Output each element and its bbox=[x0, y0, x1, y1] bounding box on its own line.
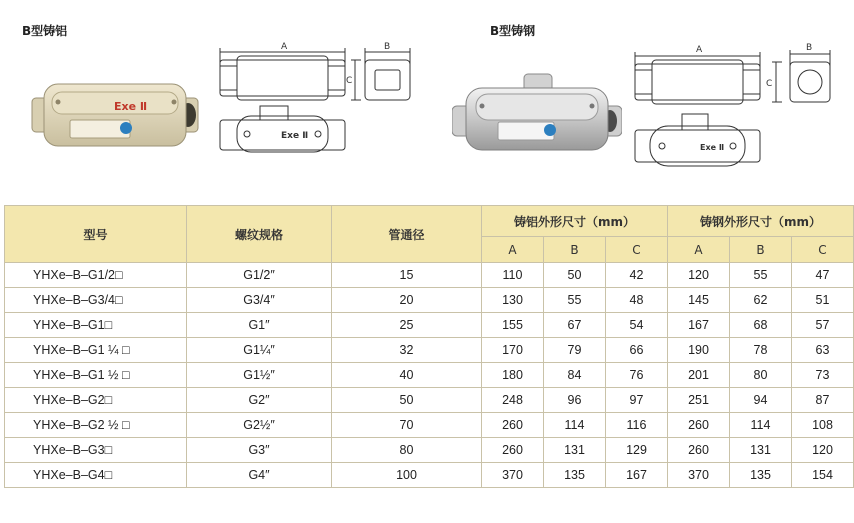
thread-cell: G3″ bbox=[187, 438, 332, 463]
thread-cell: G2½″ bbox=[187, 413, 332, 438]
aluminum-a-cell: 370 bbox=[482, 463, 544, 488]
model-cell: YHXe–B–G1 ¼ □ bbox=[5, 338, 187, 363]
steel-top-nameplate: Exe Ⅱ bbox=[700, 143, 725, 152]
pipe-cell: 15 bbox=[332, 263, 482, 288]
thread-cell: G1½″ bbox=[187, 363, 332, 388]
steel-b-cell: 131 bbox=[730, 438, 792, 463]
table-row bbox=[5, 388, 854, 413]
aluminum-c-cell: 167 bbox=[606, 463, 668, 488]
steel-dimension-drawing bbox=[630, 38, 845, 178]
model-cell: YHXe–B–G2 ½ □ bbox=[5, 413, 187, 438]
table-row bbox=[5, 313, 854, 338]
thread-cell: G2″ bbox=[187, 388, 332, 413]
steel-c-cell: 120 bbox=[792, 438, 854, 463]
aluminum-a-cell: 260 bbox=[482, 438, 544, 463]
aluminum-b-cell: 79 bbox=[544, 338, 606, 363]
steel-b-cell: 114 bbox=[730, 413, 792, 438]
table-row bbox=[5, 288, 854, 313]
steel-c-cell: 63 bbox=[792, 338, 854, 363]
steel-a-cell: 120 bbox=[668, 263, 730, 288]
pipe-cell: 100 bbox=[332, 463, 482, 488]
model-cell: YHXe–B–G2□ bbox=[5, 388, 187, 413]
aluminum-top-nameplate: Exe Ⅱ bbox=[281, 131, 309, 141]
aluminum-dimension-drawing bbox=[215, 38, 430, 153]
aluminum-c-cell: 76 bbox=[606, 363, 668, 388]
aluminum-section-title: B型铸铝 bbox=[22, 24, 68, 38]
header-al-a: A bbox=[482, 237, 544, 263]
pipe-cell: 50 bbox=[332, 388, 482, 413]
model-cell: YHXe–B–G3□ bbox=[5, 438, 187, 463]
aluminum-a-cell: 110 bbox=[482, 263, 544, 288]
aluminum-b-cell: 131 bbox=[544, 438, 606, 463]
steel-label-c: C bbox=[766, 79, 773, 89]
steel-a-cell: 370 bbox=[668, 463, 730, 488]
table-row bbox=[5, 363, 854, 388]
pipe-cell: 40 bbox=[332, 363, 482, 388]
aluminum-c-cell: 97 bbox=[606, 388, 668, 413]
table-row bbox=[5, 263, 854, 288]
aluminum-a-cell: 130 bbox=[482, 288, 544, 313]
aluminum-c-cell: 48 bbox=[606, 288, 668, 313]
thread-cell: G3/4″ bbox=[187, 288, 332, 313]
header-al-b: B bbox=[544, 237, 606, 263]
header-row bbox=[5, 206, 854, 237]
steel-a-cell: 190 bbox=[668, 338, 730, 363]
thread-cell: G1″ bbox=[187, 313, 332, 338]
aluminum-a-cell: 260 bbox=[482, 413, 544, 438]
steel-box-photo bbox=[452, 72, 622, 162]
aluminum-b-cell: 55 bbox=[544, 288, 606, 313]
thread-cell: G1¼″ bbox=[187, 338, 332, 363]
thread-cell: G1/2″ bbox=[187, 263, 332, 288]
aluminum-b-cell: 135 bbox=[544, 463, 606, 488]
header-aluminum-group: 铸铝外形尺寸（mm） bbox=[482, 206, 668, 237]
thread-cell: G4″ bbox=[187, 463, 332, 488]
aluminum-c-cell: 116 bbox=[606, 413, 668, 438]
header-al-c: C bbox=[606, 237, 668, 263]
steel-section-title: B型铸钢 bbox=[490, 24, 536, 38]
header-st-b: B bbox=[730, 237, 792, 263]
header-pipe: 管通径 bbox=[332, 206, 482, 263]
steel-b-cell: 78 bbox=[730, 338, 792, 363]
pipe-cell: 32 bbox=[332, 338, 482, 363]
aluminum-a-cell: 155 bbox=[482, 313, 544, 338]
aluminum-c-cell: 54 bbox=[606, 313, 668, 338]
aluminum-c-cell: 66 bbox=[606, 338, 668, 363]
header-steel-group: 铸钢外形尺寸（mm） bbox=[668, 206, 854, 237]
table-body bbox=[5, 263, 854, 488]
pipe-cell: 80 bbox=[332, 438, 482, 463]
aluminum-c-cell: 129 bbox=[606, 438, 668, 463]
table-row bbox=[5, 438, 854, 463]
table-row bbox=[5, 338, 854, 363]
table-row bbox=[5, 413, 854, 438]
header-model: 型号 bbox=[5, 206, 187, 263]
steel-c-cell: 51 bbox=[792, 288, 854, 313]
steel-b-cell: 80 bbox=[730, 363, 792, 388]
model-cell: YHXe–B–G3/4□ bbox=[5, 288, 187, 313]
aluminum-b-cell: 84 bbox=[544, 363, 606, 388]
aluminum-label-c: C bbox=[346, 76, 353, 86]
aluminum-c-cell: 42 bbox=[606, 263, 668, 288]
aluminum-a-cell: 248 bbox=[482, 388, 544, 413]
steel-a-cell: 251 bbox=[668, 388, 730, 413]
aluminum-label-b: B bbox=[384, 42, 391, 52]
steel-c-cell: 73 bbox=[792, 363, 854, 388]
steel-a-cell: 167 bbox=[668, 313, 730, 338]
header-st-a: A bbox=[668, 237, 730, 263]
steel-b-cell: 94 bbox=[730, 388, 792, 413]
aluminum-label-a: A bbox=[281, 42, 288, 52]
steel-b-cell: 55 bbox=[730, 263, 792, 288]
aluminum-b-cell: 50 bbox=[544, 263, 606, 288]
aluminum-box-photo bbox=[30, 68, 200, 158]
steel-c-cell: 154 bbox=[792, 463, 854, 488]
aluminum-nameplate-text: Exe Ⅱ bbox=[114, 100, 148, 113]
steel-a-cell: 201 bbox=[668, 363, 730, 388]
steel-c-cell: 87 bbox=[792, 388, 854, 413]
aluminum-b-cell: 96 bbox=[544, 388, 606, 413]
pipe-cell: 20 bbox=[332, 288, 482, 313]
model-cell: YHXe–B–G1 ½ □ bbox=[5, 363, 187, 388]
steel-c-cell: 47 bbox=[792, 263, 854, 288]
header-thread: 螺纹规格 bbox=[187, 206, 332, 263]
model-cell: YHXe–B–G4□ bbox=[5, 463, 187, 488]
spec-table bbox=[4, 205, 854, 488]
steel-c-cell: 108 bbox=[792, 413, 854, 438]
pipe-cell: 70 bbox=[332, 413, 482, 438]
pipe-cell: 25 bbox=[332, 313, 482, 338]
aluminum-a-cell: 180 bbox=[482, 363, 544, 388]
steel-c-cell: 57 bbox=[792, 313, 854, 338]
steel-b-cell: 68 bbox=[730, 313, 792, 338]
aluminum-b-cell: 67 bbox=[544, 313, 606, 338]
steel-b-cell: 62 bbox=[730, 288, 792, 313]
steel-label-b: B bbox=[806, 43, 813, 53]
steel-a-cell: 260 bbox=[668, 438, 730, 463]
aluminum-b-cell: 114 bbox=[544, 413, 606, 438]
steel-b-cell: 135 bbox=[730, 463, 792, 488]
aluminum-a-cell: 170 bbox=[482, 338, 544, 363]
model-cell: YHXe–B–G1□ bbox=[5, 313, 187, 338]
steel-label-a: A bbox=[696, 45, 703, 55]
table-row bbox=[5, 463, 854, 488]
header-st-c: C bbox=[792, 237, 854, 263]
steel-a-cell: 145 bbox=[668, 288, 730, 313]
steel-a-cell: 260 bbox=[668, 413, 730, 438]
model-cell: YHXe–B–G1/2□ bbox=[5, 263, 187, 288]
